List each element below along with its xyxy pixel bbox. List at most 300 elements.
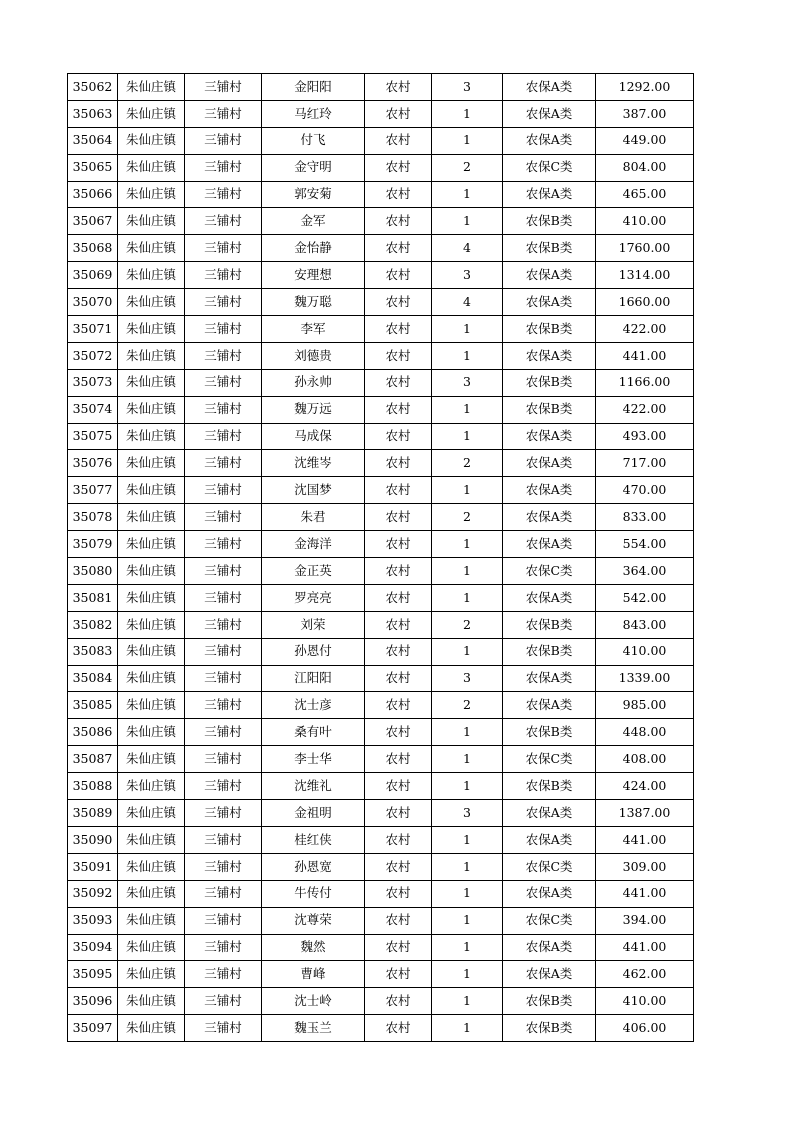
insurance-category-cell: 农保C类 [503,746,596,773]
insurance-category-cell: 农保A类 [503,961,596,988]
area-type-cell: 农村 [365,880,432,907]
amount-cell: 1314.00 [596,262,694,289]
insurance-category-cell: 农保A类 [503,181,596,208]
name-cell: 魏万远 [262,396,365,423]
area-type-cell: 农村 [365,235,432,262]
record-id-cell: 35066 [68,181,118,208]
town-cell: 朱仙庄镇 [118,208,185,235]
record-id-cell: 35084 [68,665,118,692]
insurance-category-cell: 农保B类 [503,719,596,746]
insurance-category-cell: 农保A类 [503,934,596,961]
town-cell: 朱仙庄镇 [118,584,185,611]
name-cell: 金正英 [262,558,365,585]
area-type-cell: 农村 [365,477,432,504]
town-cell: 朱仙庄镇 [118,181,185,208]
village-cell: 三铺村 [185,423,262,450]
household-count-cell: 1 [432,1015,503,1042]
insurance-category-cell: 农保A类 [503,477,596,504]
insurance-category-cell: 农保C类 [503,154,596,181]
village-cell: 三铺村 [185,396,262,423]
insurance-category-cell: 农保C类 [503,558,596,585]
town-cell: 朱仙庄镇 [118,934,185,961]
household-count-cell: 1 [432,396,503,423]
area-type-cell: 农村 [365,746,432,773]
area-type-cell: 农村 [365,584,432,611]
amount-cell: 441.00 [596,342,694,369]
table-row [68,531,694,558]
area-type-cell: 农村 [365,800,432,827]
table-row [68,369,694,396]
household-count-cell: 1 [432,961,503,988]
record-id-cell: 35096 [68,988,118,1015]
record-id-cell: 35073 [68,369,118,396]
area-type-cell: 农村 [365,665,432,692]
village-cell: 三铺村 [185,638,262,665]
record-id-cell: 35074 [68,396,118,423]
insurance-category-cell: 农保A类 [503,504,596,531]
record-id-cell: 35070 [68,289,118,316]
table-row [68,450,694,477]
table-row [68,853,694,880]
household-count-cell: 3 [432,800,503,827]
town-cell: 朱仙庄镇 [118,100,185,127]
name-cell: 魏然 [262,934,365,961]
village-cell: 三铺村 [185,611,262,638]
village-cell: 三铺村 [185,369,262,396]
household-count-cell: 2 [432,692,503,719]
record-id-cell: 35069 [68,262,118,289]
town-cell: 朱仙庄镇 [118,342,185,369]
household-count-cell: 1 [432,477,503,504]
town-cell: 朱仙庄镇 [118,262,185,289]
record-id-cell: 35081 [68,584,118,611]
name-cell: 金军 [262,208,365,235]
area-type-cell: 农村 [365,934,432,961]
table-row [68,396,694,423]
insurance-category-cell: 农保B类 [503,638,596,665]
record-id-cell: 35077 [68,477,118,504]
household-count-cell: 1 [432,558,503,585]
table-row [68,316,694,343]
village-cell: 三铺村 [185,342,262,369]
household-count-cell: 1 [432,880,503,907]
record-id-cell: 35072 [68,342,118,369]
table-row [68,907,694,934]
record-id-cell: 35085 [68,692,118,719]
town-cell: 朱仙庄镇 [118,853,185,880]
amount-cell: 462.00 [596,961,694,988]
record-id-cell: 35071 [68,316,118,343]
household-count-cell: 1 [432,100,503,127]
area-type-cell: 农村 [365,853,432,880]
amount-cell: 985.00 [596,692,694,719]
name-cell: 金守明 [262,154,365,181]
village-cell: 三铺村 [185,692,262,719]
household-count-cell: 1 [432,584,503,611]
name-cell: 曹峰 [262,961,365,988]
amount-cell: 717.00 [596,450,694,477]
table-row [68,773,694,800]
village-cell: 三铺村 [185,504,262,531]
area-type-cell: 农村 [365,988,432,1015]
household-count-cell: 1 [432,773,503,800]
record-id-cell: 35097 [68,1015,118,1042]
town-cell: 朱仙庄镇 [118,746,185,773]
village-cell: 三铺村 [185,235,262,262]
record-id-cell: 35086 [68,719,118,746]
table-row [68,961,694,988]
name-cell: 牛传付 [262,880,365,907]
town-cell: 朱仙庄镇 [118,907,185,934]
village-cell: 三铺村 [185,880,262,907]
village-cell: 三铺村 [185,154,262,181]
household-count-cell: 1 [432,746,503,773]
amount-cell: 1660.00 [596,289,694,316]
record-id-cell: 35062 [68,74,118,101]
table-row [68,423,694,450]
insurance-category-cell: 农保B类 [503,369,596,396]
area-type-cell: 农村 [365,127,432,154]
table-row [68,584,694,611]
town-cell: 朱仙庄镇 [118,638,185,665]
name-cell: 孙永帅 [262,369,365,396]
amount-cell: 408.00 [596,746,694,773]
amount-cell: 410.00 [596,208,694,235]
record-id-cell: 35092 [68,880,118,907]
village-cell: 三铺村 [185,316,262,343]
table-row [68,638,694,665]
table-row [68,1015,694,1042]
name-cell: 金阳阳 [262,74,365,101]
household-count-cell: 1 [432,934,503,961]
amount-cell: 424.00 [596,773,694,800]
village-cell: 三铺村 [185,262,262,289]
record-id-cell: 35093 [68,907,118,934]
table-body [68,74,694,1042]
area-type-cell: 农村 [365,638,432,665]
area-type-cell: 农村 [365,423,432,450]
village-cell: 三铺村 [185,531,262,558]
insurance-category-cell: 农保A类 [503,826,596,853]
area-type-cell: 农村 [365,961,432,988]
household-count-cell: 1 [432,638,503,665]
household-count-cell: 2 [432,154,503,181]
household-count-cell: 1 [432,988,503,1015]
name-cell: 孙恩付 [262,638,365,665]
village-cell: 三铺村 [185,934,262,961]
household-count-cell: 1 [432,826,503,853]
name-cell: 沈国梦 [262,477,365,504]
town-cell: 朱仙庄镇 [118,880,185,907]
amount-cell: 1292.00 [596,74,694,101]
town-cell: 朱仙庄镇 [118,719,185,746]
area-type-cell: 农村 [365,719,432,746]
name-cell: 沈士岭 [262,988,365,1015]
town-cell: 朱仙庄镇 [118,504,185,531]
town-cell: 朱仙庄镇 [118,692,185,719]
household-count-cell: 4 [432,235,503,262]
town-cell: 朱仙庄镇 [118,665,185,692]
household-count-cell: 1 [432,423,503,450]
name-cell: 李士华 [262,746,365,773]
area-type-cell: 农村 [365,262,432,289]
table-row [68,208,694,235]
amount-cell: 833.00 [596,504,694,531]
household-count-cell: 2 [432,504,503,531]
town-cell: 朱仙庄镇 [118,558,185,585]
name-cell: 沈维礼 [262,773,365,800]
town-cell: 朱仙庄镇 [118,531,185,558]
household-count-cell: 1 [432,853,503,880]
amount-cell: 1339.00 [596,665,694,692]
household-count-cell: 1 [432,181,503,208]
amount-cell: 804.00 [596,154,694,181]
area-type-cell: 农村 [365,907,432,934]
town-cell: 朱仙庄镇 [118,396,185,423]
insurance-category-cell: 农保A类 [503,880,596,907]
insurance-category-cell: 农保B类 [503,988,596,1015]
table-row [68,477,694,504]
town-cell: 朱仙庄镇 [118,1015,185,1042]
area-type-cell: 农村 [365,531,432,558]
record-id-cell: 35094 [68,934,118,961]
name-cell: 金祖明 [262,800,365,827]
area-type-cell: 农村 [365,396,432,423]
record-id-cell: 35082 [68,611,118,638]
village-cell: 三铺村 [185,853,262,880]
table-row [68,719,694,746]
amount-cell: 470.00 [596,477,694,504]
town-cell: 朱仙庄镇 [118,477,185,504]
insurance-category-cell: 农保B类 [503,208,596,235]
town-cell: 朱仙庄镇 [118,74,185,101]
record-id-cell: 35090 [68,826,118,853]
name-cell: 马成保 [262,423,365,450]
area-type-cell: 农村 [365,611,432,638]
village-cell: 三铺村 [185,127,262,154]
table-row [68,611,694,638]
town-cell: 朱仙庄镇 [118,450,185,477]
record-id-cell: 35079 [68,531,118,558]
name-cell: 桑有叶 [262,719,365,746]
name-cell: 沈尊荣 [262,907,365,934]
amount-cell: 448.00 [596,719,694,746]
table-row [68,127,694,154]
village-cell: 三铺村 [185,800,262,827]
household-count-cell: 1 [432,342,503,369]
household-count-cell: 3 [432,369,503,396]
household-count-cell: 1 [432,531,503,558]
table-row [68,665,694,692]
area-type-cell: 农村 [365,289,432,316]
amount-cell: 1387.00 [596,800,694,827]
amount-cell: 554.00 [596,531,694,558]
area-type-cell: 农村 [365,450,432,477]
village-cell: 三铺村 [185,826,262,853]
data-table [67,73,694,1042]
record-id-cell: 35089 [68,800,118,827]
insurance-category-cell: 农保C类 [503,907,596,934]
area-type-cell: 农村 [365,369,432,396]
area-type-cell: 农村 [365,773,432,800]
table-row [68,262,694,289]
village-cell: 三铺村 [185,181,262,208]
town-cell: 朱仙庄镇 [118,289,185,316]
record-id-cell: 35095 [68,961,118,988]
table-row [68,880,694,907]
village-cell: 三铺村 [185,289,262,316]
household-count-cell: 3 [432,74,503,101]
insurance-category-cell: 农保B类 [503,235,596,262]
town-cell: 朱仙庄镇 [118,988,185,1015]
name-cell: 付飞 [262,127,365,154]
village-cell: 三铺村 [185,907,262,934]
amount-cell: 406.00 [596,1015,694,1042]
record-id-cell: 35080 [68,558,118,585]
town-cell: 朱仙庄镇 [118,800,185,827]
name-cell: 魏玉兰 [262,1015,365,1042]
amount-cell: 441.00 [596,880,694,907]
village-cell: 三铺村 [185,961,262,988]
insurance-category-cell: 农保B类 [503,773,596,800]
name-cell: 桂红侠 [262,826,365,853]
household-count-cell: 1 [432,208,503,235]
record-id-cell: 35067 [68,208,118,235]
insurance-category-cell: 农保A类 [503,800,596,827]
amount-cell: 843.00 [596,611,694,638]
amount-cell: 1760.00 [596,235,694,262]
insurance-category-cell: 农保A类 [503,262,596,289]
village-cell: 三铺村 [185,988,262,1015]
amount-cell: 441.00 [596,934,694,961]
village-cell: 三铺村 [185,450,262,477]
record-id-cell: 35087 [68,746,118,773]
insurance-category-cell: 农保A类 [503,584,596,611]
amount-cell: 1166.00 [596,369,694,396]
name-cell: 沈维岑 [262,450,365,477]
village-cell: 三铺村 [185,208,262,235]
area-type-cell: 农村 [365,558,432,585]
household-count-cell: 1 [432,316,503,343]
area-type-cell: 农村 [365,316,432,343]
name-cell: 金海洋 [262,531,365,558]
village-cell: 三铺村 [185,74,262,101]
amount-cell: 441.00 [596,826,694,853]
household-count-cell: 1 [432,907,503,934]
amount-cell: 465.00 [596,181,694,208]
record-id-cell: 35075 [68,423,118,450]
name-cell: 刘德贵 [262,342,365,369]
record-id-cell: 35063 [68,100,118,127]
area-type-cell: 农村 [365,692,432,719]
name-cell: 孙恩宽 [262,853,365,880]
household-count-cell: 4 [432,289,503,316]
insurance-category-cell: 农保A类 [503,665,596,692]
name-cell: 马红玲 [262,100,365,127]
amount-cell: 542.00 [596,584,694,611]
record-id-cell: 35068 [68,235,118,262]
area-type-cell: 农村 [365,154,432,181]
amount-cell: 394.00 [596,907,694,934]
area-type-cell: 农村 [365,74,432,101]
name-cell: 沈士彦 [262,692,365,719]
village-cell: 三铺村 [185,746,262,773]
village-cell: 三铺村 [185,558,262,585]
table-row [68,235,694,262]
household-count-cell: 2 [432,611,503,638]
insurance-category-cell: 农保A类 [503,692,596,719]
household-count-cell: 1 [432,127,503,154]
town-cell: 朱仙庄镇 [118,423,185,450]
village-cell: 三铺村 [185,100,262,127]
household-count-cell: 2 [432,450,503,477]
name-cell: 郭安菊 [262,181,365,208]
amount-cell: 493.00 [596,423,694,450]
amount-cell: 309.00 [596,853,694,880]
name-cell: 罗亮亮 [262,584,365,611]
table-row [68,342,694,369]
area-type-cell: 农村 [365,826,432,853]
record-id-cell: 35091 [68,853,118,880]
insurance-category-cell: 农保B类 [503,396,596,423]
insurance-category-cell: 农保B类 [503,1015,596,1042]
name-cell: 江阳阳 [262,665,365,692]
record-id-cell: 35065 [68,154,118,181]
insurance-category-cell: 农保A类 [503,100,596,127]
table-row [68,74,694,101]
town-cell: 朱仙庄镇 [118,316,185,343]
insurance-category-cell: 农保A类 [503,289,596,316]
town-cell: 朱仙庄镇 [118,235,185,262]
amount-cell: 364.00 [596,558,694,585]
record-id-cell: 35088 [68,773,118,800]
insurance-category-cell: 农保A类 [503,342,596,369]
name-cell: 李军 [262,316,365,343]
insurance-category-cell: 农保B类 [503,316,596,343]
area-type-cell: 农村 [365,504,432,531]
village-cell: 三铺村 [185,584,262,611]
town-cell: 朱仙庄镇 [118,961,185,988]
village-cell: 三铺村 [185,1015,262,1042]
area-type-cell: 农村 [365,208,432,235]
household-count-cell: 1 [432,719,503,746]
area-type-cell: 农村 [365,342,432,369]
record-id-cell: 35083 [68,638,118,665]
village-cell: 三铺村 [185,665,262,692]
table-row [68,289,694,316]
insurance-category-cell: 农保A类 [503,450,596,477]
town-cell: 朱仙庄镇 [118,369,185,396]
amount-cell: 410.00 [596,988,694,1015]
village-cell: 三铺村 [185,773,262,800]
town-cell: 朱仙庄镇 [118,773,185,800]
name-cell: 安理想 [262,262,365,289]
record-id-cell: 35076 [68,450,118,477]
area-type-cell: 农村 [365,100,432,127]
town-cell: 朱仙庄镇 [118,611,185,638]
table-row [68,988,694,1015]
insurance-category-cell: 农保A类 [503,74,596,101]
household-count-cell: 3 [432,262,503,289]
table-row [68,504,694,531]
record-id-cell: 35064 [68,127,118,154]
area-type-cell: 农村 [365,181,432,208]
household-count-cell: 3 [432,665,503,692]
table-row [68,934,694,961]
record-id-cell: 35078 [68,504,118,531]
insurance-category-cell: 农保A类 [503,531,596,558]
amount-cell: 422.00 [596,316,694,343]
